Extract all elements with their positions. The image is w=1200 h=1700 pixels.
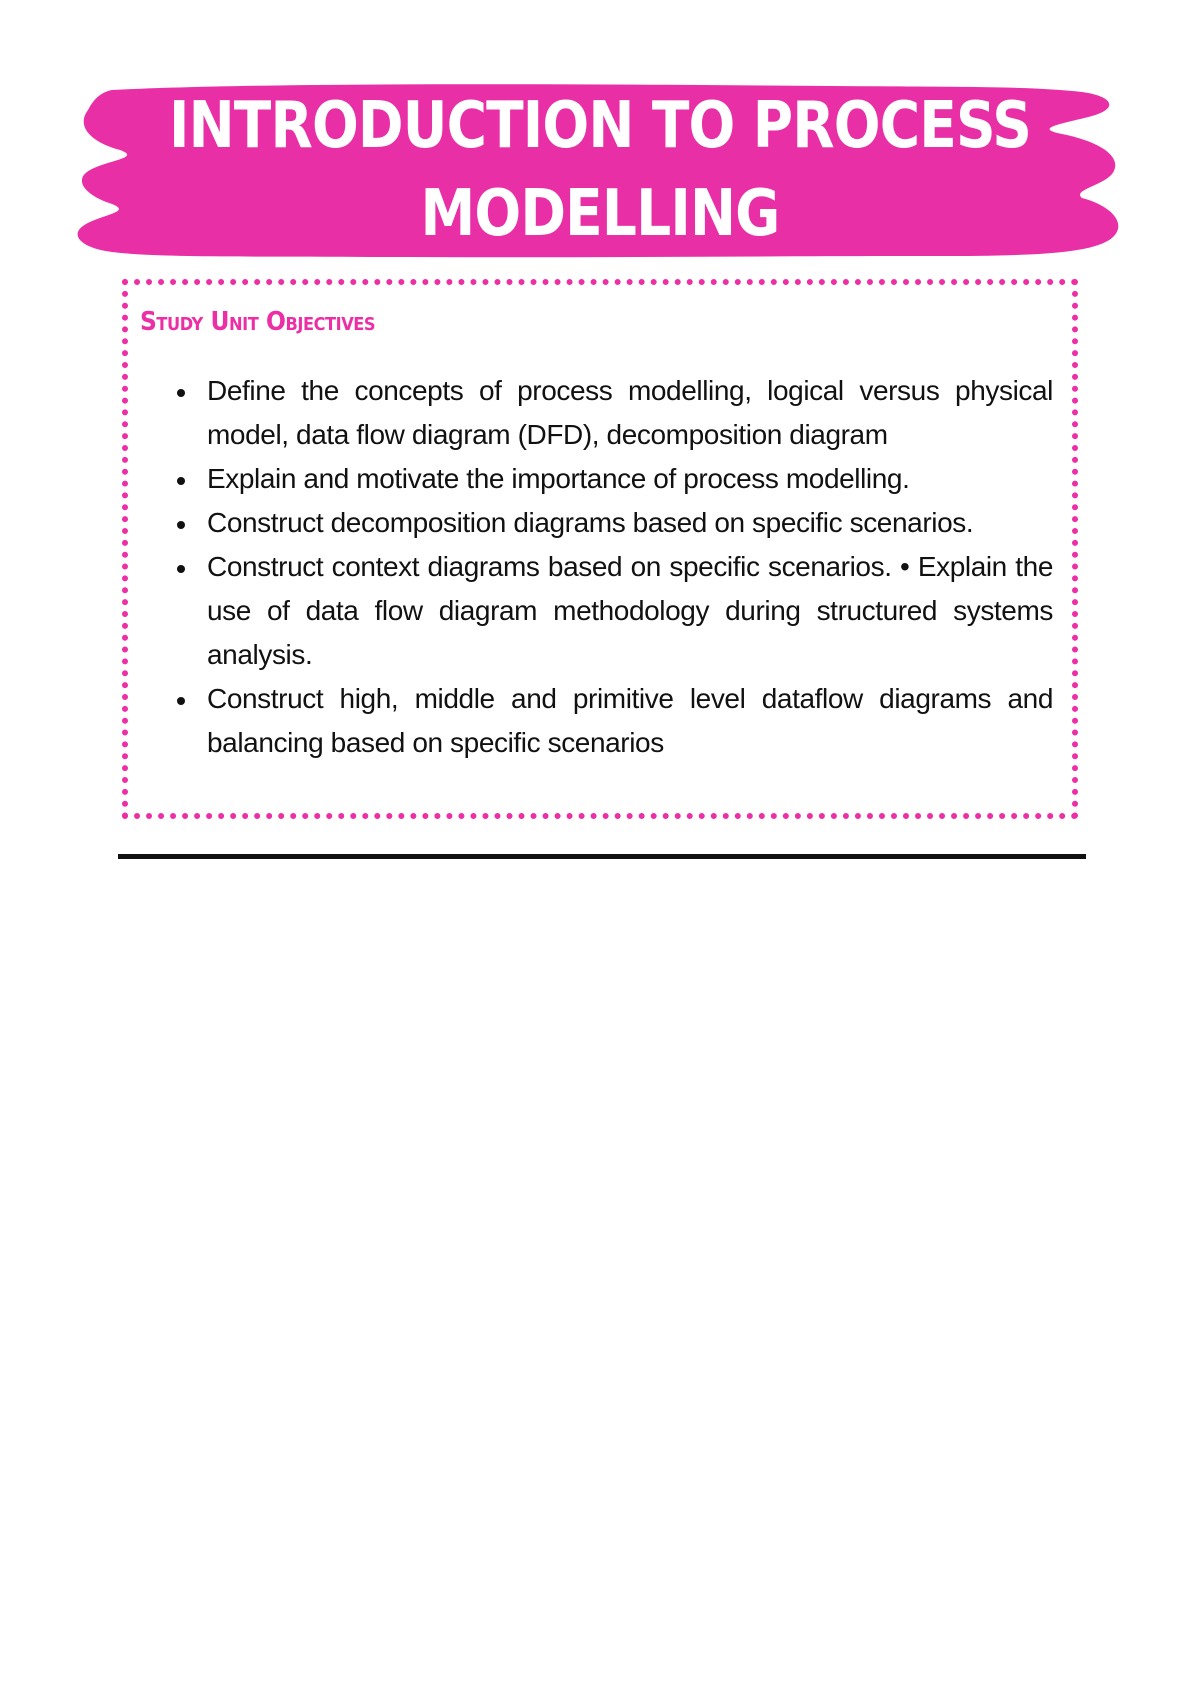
list-item <box>128 369 1053 457</box>
list-item <box>128 457 1053 501</box>
objectives-list <box>128 369 1053 765</box>
list-item-text: Construct context diagrams based on specific scenarios. • Explain the use of data flow diagram methodology during structured systems analysis. <box>207 551 1053 670</box>
list-item-text: Explain and motivate the importance of process modelling. <box>207 463 910 494</box>
page-title: INTRODUCTION TO PROCESS MODELLING <box>168 89 1032 251</box>
bullet-icon <box>177 389 185 397</box>
objectives-heading: Study Unit Objectives <box>140 307 376 337</box>
bullet-icon <box>177 521 185 529</box>
list-item <box>128 501 1053 545</box>
list-item-text: Construct decomposition diagrams based on specific scenarios. <box>207 507 974 538</box>
title-banner <box>72 78 1128 262</box>
list-item-text: Define the concepts of process modelling, logical versus physical model, data flow diagram (DFD), decomposition diagram <box>207 375 1053 450</box>
bullet-icon <box>177 565 185 573</box>
objectives-box <box>122 279 1078 819</box>
bullet-icon <box>177 477 185 485</box>
list-item <box>128 677 1053 765</box>
list-item <box>128 545 1053 677</box>
bullet-icon <box>177 697 185 705</box>
horizontal-divider <box>118 854 1086 859</box>
list-item-text: Construct high, middle and primitive level dataflow diagrams and balancing based on specific scenarios <box>207 683 1053 758</box>
